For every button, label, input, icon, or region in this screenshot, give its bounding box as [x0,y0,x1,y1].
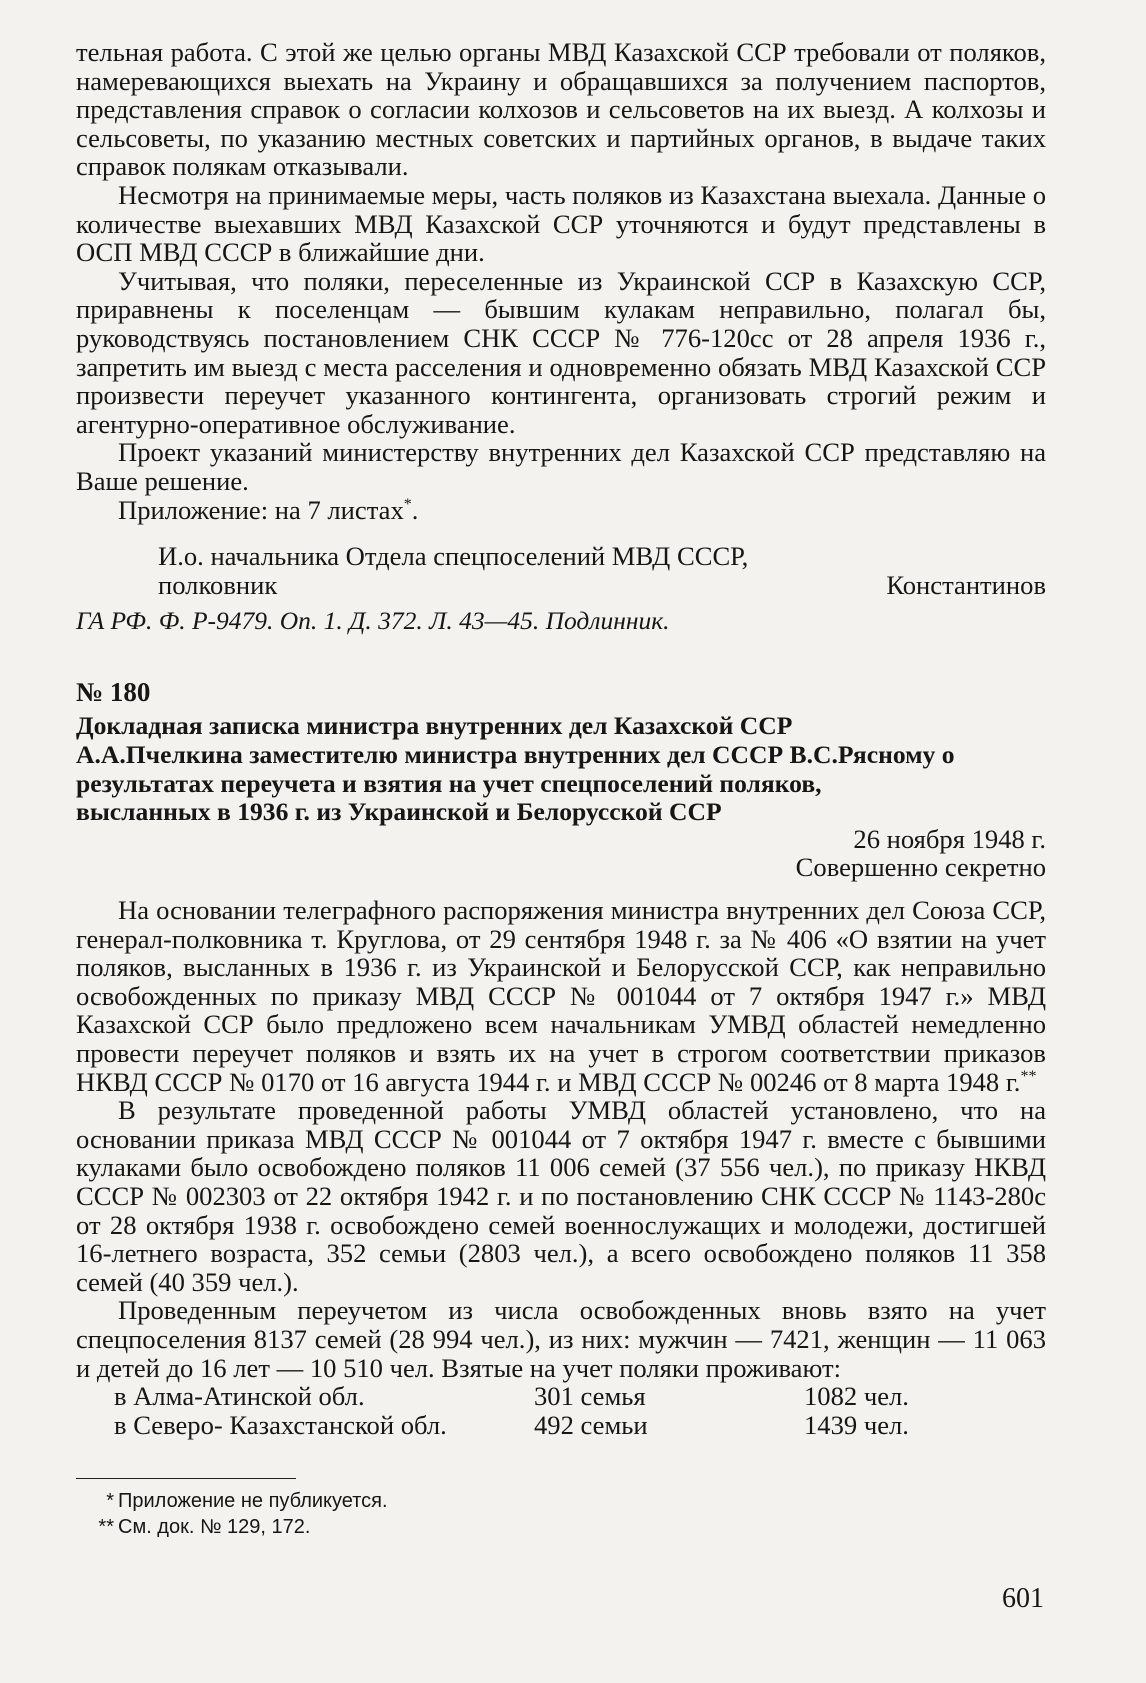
footnote [98,1514,388,1540]
footnote-text: Приложение не публикуется. [118,1490,388,1512]
document-title: Докладная записка министра внутренних дел Казахской ССР А.А.Пчелкина заместителю министра внутренних дел СССР В.С.Рясному о результатах переучета и взятия на учет спецпоселений поляков, высланных в 1936 г. из Украинской и Белорусской ССР [76,711,955,827]
footnote-mark: * [106,1490,114,1512]
paragraph: В результате проведенной работы УМВД областей установлено, что на основании приказа МВД СССР № 001044 от 7 октября 1947 г. вместе с бывшими кулаками было освобождено поляков 11 006 семей (37 556 чел.), по приказу НКВД СССР № 002303 от 22 октября 1942 г. и по постановлению СНК СССР № 1143-280с от 28 октября 1938 г. освобождено семей военнослужащих и молодежи, достигшей 16-летнего возраста, 352 семьи (2803 чел.), а всего освобождено поляков 11 358 семей (40 359 чел.). [76,1095,1046,1297]
footnote-mark: ** [98,1516,114,1538]
footnote-divider [76,1478,296,1479]
appendix-line [76,496,1046,525]
archive-source: ГА РФ. Ф. Р-9479. Оп. 1. Д. 372. Л. 43—45. Подлинник. [76,606,670,636]
regions-table [114,1382,924,1439]
signature-title: И.о. начальника Отдела спецпоселений МВД СССР, [158,541,749,572]
signature-name: Константинов [886,569,1046,600]
paragraph [76,896,1046,1096]
paragraph: Проведенным переучетом из числа освобожденных вновь взято на учет спецпоселения 8137 семей (28 994 чел.), из них: мужчин — 7421, женщин — 11 063 и детей до 16 лет — 10 510 чел. Взятые на учет поляки проживают: [76,1295,1046,1383]
footnotes [98,1488,388,1540]
footnote-ref: ** [1020,1067,1037,1085]
table-row [114,1382,924,1411]
region-name: в Северо- Казахстанской обл. [114,1409,447,1440]
footnote [106,1488,388,1514]
region-families: 301 семья [534,1381,646,1412]
document-date: 26 ноября 1948 г. [853,823,1046,854]
table-row [114,1411,924,1440]
region-families: 492 семьи [534,1409,648,1440]
page-content [76,38,1046,1439]
paragraph: Учитывая, что поляки, переселенные из Украинской ССР в Казахскую ССР, приравнены к поселенцам — бывшим кулакам неправильно, полагал бы, руководствуясь постановлением СНК СССР № 776-120сс от 28 апреля 1936 г., запретить им выезд с места расселения и одновременно обязать МВД Казахской ССР произвести переучет указанного контингента, организовать строгий режим и агентурно-оперативное обслуживание. [76,265,1046,439]
region-name: в Алма-Атинской обл. [114,1381,365,1412]
signature-row [76,571,1046,600]
region-people: 1439 чел. [804,1409,909,1440]
paragraph-text: На основании телеграфного распоряжения министра внутренних дел Союза ССР, генерал-полковника т. Круглова, от 29 сентября 1948 г. за № 406 «О взятии на учет поляков, высланных в 1936 г. из Украинской и Белорусской ССР, как неправильно освобожденных по приказу МВД СССР № 001044 от 7 октября 1947 г.» МВД Казахской ССР было предложено всем начальникам УМВД областей немедленно провести переучет поляков и взять их на учет в строгом соответствии приказов НКВД СССР № 0170 от 16 августа 1944 г. и МВД СССР № 00246 от 8 марта 1948 г. [76,895,1046,1097]
paragraph: Проект указаний министерству внутренних дел Казахской ССР представляю на Ваше решение. [76,437,1046,496]
appendix-text: Приложение: на 7 листах [118,494,404,525]
appendix-tail: . [411,494,419,525]
region-people: 1082 чел. [804,1381,909,1412]
signature-rank: полковник [158,569,278,600]
footnote-text: См. док. № 129, 172. [118,1516,311,1538]
page-number: 601 [1002,1583,1044,1614]
paragraph-continued: тельная работа. С этой же целью органы МВД Казахской ССР требовали от поляков, намеревающихся выехать на Украину и обращавшихся за получением паспортов, представления справок о согласии колхозов и сельсоветов на их выезд. А колхозы и сельсоветы, по указанию местных советских и партийных органов, в выдаче таких справок полякам отказывали. [76,37,1046,182]
footnote-ref: * [403,495,412,513]
classification-stamp: Совершенно секретно [795,852,1046,883]
document-number: № 180 [76,676,151,707]
paragraph: Несмотря на принимаемые меры, часть поляков из Казахстана выехала. Данные о количестве выехавших МВД Казахской ССР уточняются и будут представлены в ОСП МВД СССР в ближайшие дни. [76,179,1046,268]
